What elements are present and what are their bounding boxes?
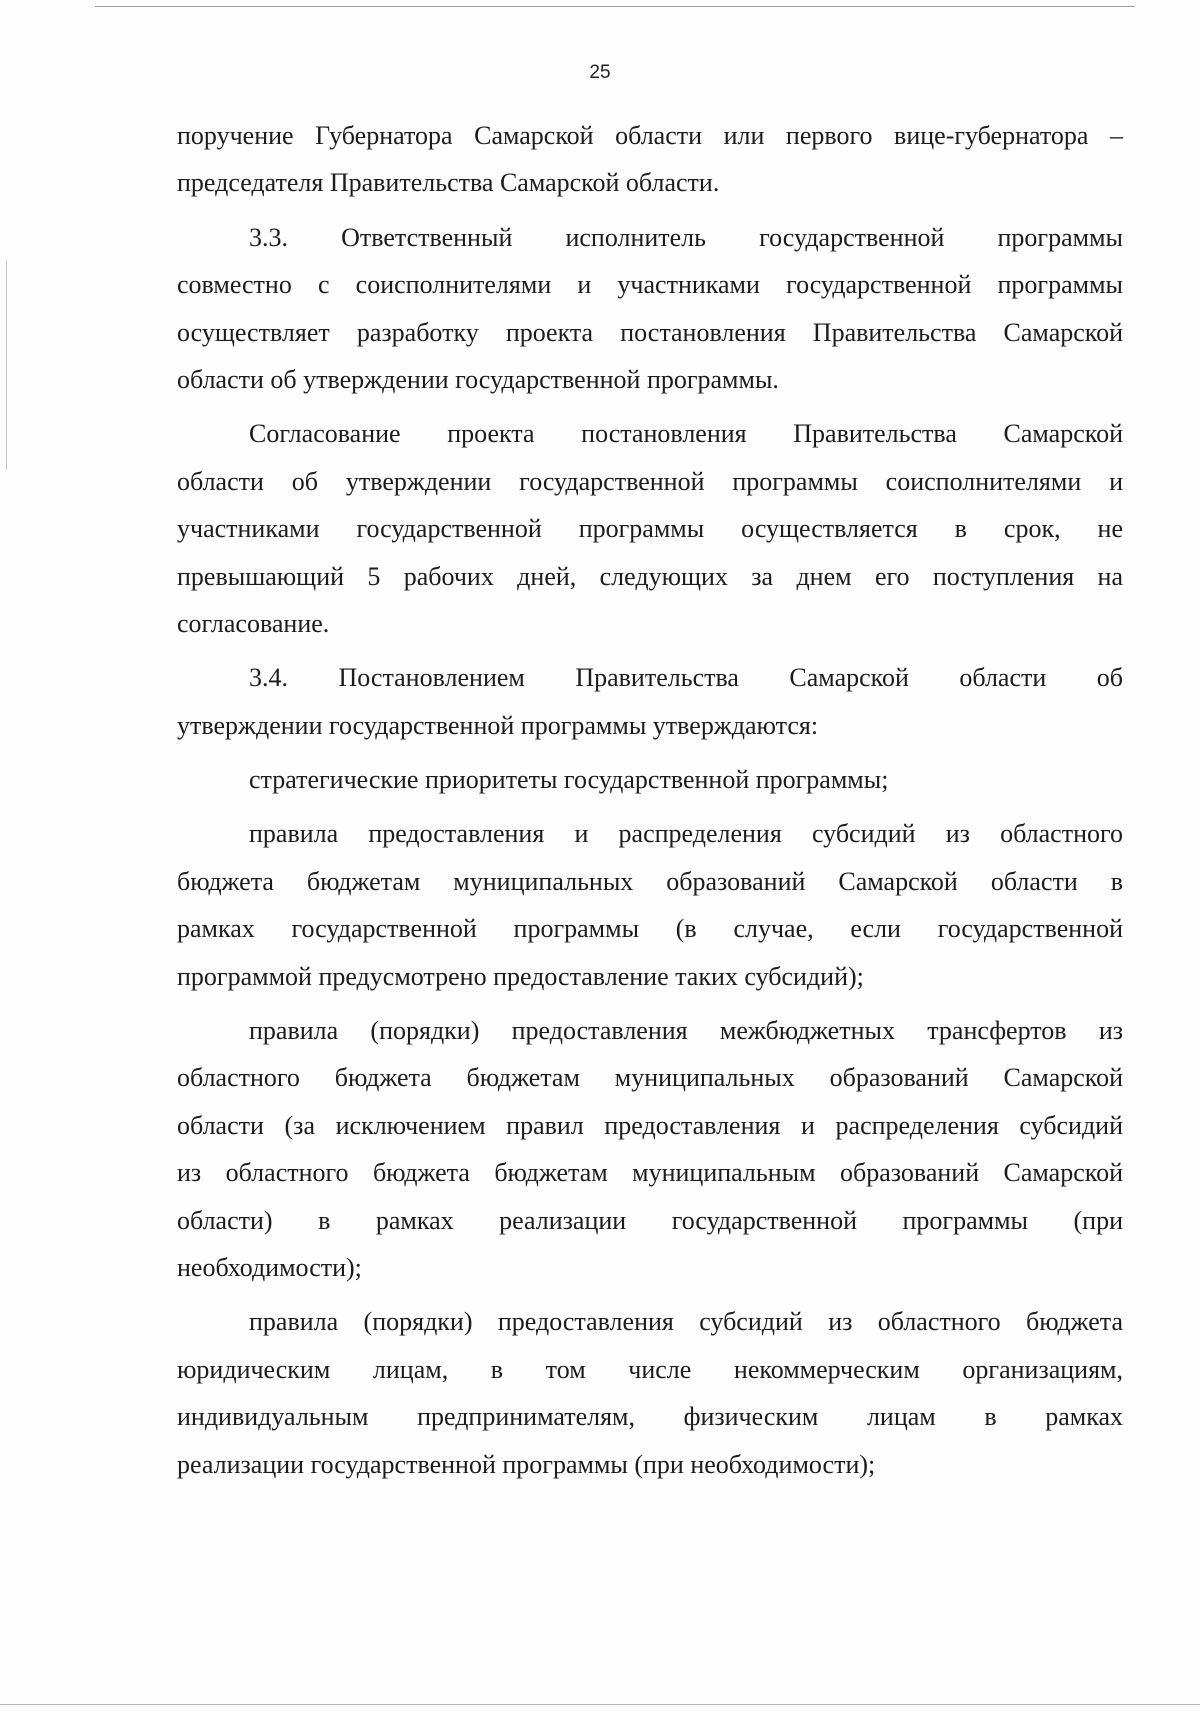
text-line: индивидуальным предпринимателям, физическим лицам в рамках [177, 1402, 1123, 1432]
text-line: согласование. [177, 608, 330, 638]
text-line: областного бюджета бюджетам муниципальных образований Самарской [177, 1063, 1123, 1093]
text-line: 3.4. Постановлением Правительства Самарской области об [249, 663, 1123, 693]
text-line: рамках государственной программы (в случае, если государственной [177, 914, 1123, 944]
text-line: юридическим лицам, в том числе некоммерческим организациям, [177, 1354, 1123, 1384]
text-line: из областного бюджета бюджетам муниципальным образований Самарской [177, 1158, 1123, 1188]
text-line: поручение Губернатора Самарской области или первого вице-губернатора – [177, 121, 1123, 150]
text-line: правила предоставления и распределения субсидий из областного [249, 819, 1123, 849]
page-number: 25 [589, 62, 611, 83]
text-line: области) в рамках реализации государственной программы (при [177, 1205, 1123, 1235]
text-line: правила (порядки) предоставления межбюджетных трансфертов из [249, 1016, 1123, 1046]
text-line: стратегические приоритеты государственной программы; [249, 765, 889, 795]
text-line: бюджета бюджетам муниципальных образований Самарской области в [177, 866, 1123, 896]
text-line: председателя Правительства Самарской области. [177, 168, 720, 198]
text-line: программой предусмотрено предоставление таких субсидий); [177, 961, 864, 991]
text-line: совместно с соисполнителями и участниками государственной программы [177, 270, 1123, 300]
text-line: утверждении государственной программы утверждаются: [177, 710, 819, 740]
text-line: осуществляет разработку проекта постановления Правительства Самарской [177, 317, 1123, 347]
text-line: реализации государственной программы (при необходимости); [177, 1449, 876, 1479]
document-body [177, 112, 1123, 1488]
text-line: 3.3. Ответственный исполнитель государственной программы [249, 222, 1123, 252]
scan-edge-bottom [0, 1704, 1200, 1705]
text-line: правила (порядки) предоставления субсидий из областного бюджета [249, 1307, 1123, 1337]
text-line: превышающий 5 рабочих дней, следующих за днем его поступления на [177, 561, 1123, 591]
text-line: области об утверждении государственной программы соисполнителями и [177, 466, 1123, 496]
text-line: Согласование проекта постановления Правительства Самарской [249, 419, 1123, 449]
text-line: необходимости); [177, 1252, 362, 1282]
text-line: области об утверждении государственной программы. [177, 364, 779, 394]
text-line: участниками государственной программы осуществляется в срок, не [177, 514, 1123, 544]
text-line: области (за исключением правил предоставления и распределения субсидий [177, 1110, 1123, 1140]
scan-edge-top [95, 6, 1135, 7]
scan-edge-left [6, 260, 7, 470]
